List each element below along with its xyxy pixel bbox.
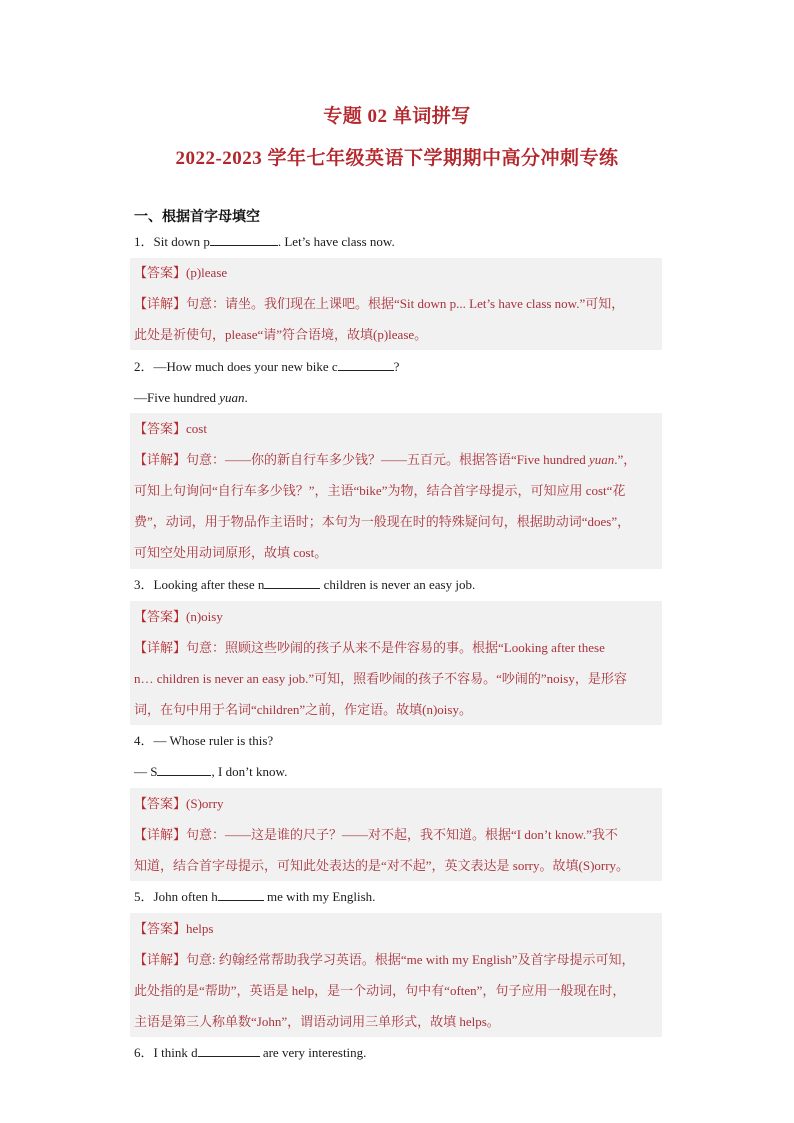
question-3: 3．Looking after these n children is never an easy job. [134, 577, 476, 592]
answer-text: cost [186, 421, 207, 436]
answer-blank [264, 576, 320, 589]
section-heading: 一、根据首字母填空 [134, 210, 260, 225]
question-1: 1．Sit down p . Let’s have class now. [134, 234, 395, 249]
question-2: 2．—How much does your new bike c ? [134, 359, 400, 374]
answer-blank [338, 358, 394, 371]
answer-blank [198, 1044, 260, 1057]
answer-block-1: 【答案】(p)lease 【详解】句意：请坐。我们现在上课吧。根据“Sit down p... Let’s have class now.”可知， 此处是祈使句，please“请”符合语境，故填(p)lease。 [130, 258, 662, 350]
answer-text: (n)oisy [186, 609, 223, 624]
document-subtitle: 2022-2023 学年七年级英语下学期期中高分冲刺专练 [175, 148, 619, 169]
answer-block-2: 【答案】cost 【详解】句意：——你的新自行车多少钱？——五百元。根据答语“Five hundred yuan.”， 可知上句询问“自行车多少钱？”，主语“bike”为物，结合首字母提示，可知应用 cost“花 费”，动词，用于物品作主语时；本句为一般现在时的特殊疑问句，根据助动词“does”， 可知空处用动词原形，故填 cost。 [130, 413, 662, 569]
answer-text: (p)lease [186, 265, 228, 280]
answer-blank [157, 763, 211, 776]
answer-text: helps [186, 921, 214, 936]
question-4-reply: — S , I don’t know. [134, 764, 288, 779]
question-4: 4．— Whose ruler is this? [134, 733, 274, 748]
answer-block-3: 【答案】(n)oisy 【详解】句意：照顾这些吵闹的孩子从来不是件容易的事。根据“Looking after these n… children is never an easy job.”可知，照看吵闹的孩子不容易。“吵闹的”noisy，是形容 词，在句中用于名词“children”之前，作定语。故填(n)oisy。 [130, 601, 662, 725]
question-5: 5．John often h me with my English. [134, 889, 376, 904]
explanation-text: 句意：请坐。我们现在上课吧。根据“Sit down p... Let’s have class now.”可知， [186, 296, 625, 311]
answer-blank [210, 233, 278, 246]
answer-block-5: 【答案】helps 【详解】句意: 约翰经常帮助我学习英语。根据“me with my English”及首字母提示可知， 此处指的是“帮助”，英语是 help，是一个动词，句中有“often”，句子应用一般现在时， 主语是第三人称单数“John”，谓语动词用三单形式，故填 helps。 [130, 913, 662, 1037]
answer-blank [218, 888, 264, 901]
answer-block-4: 【答案】(S)orry 【详解】句意：——这是谁的尺子？——对不起，我不知道。根据“I don’t know.”我不 知道，结合首字母提示，可知此处表达的是“对不起”，英文表达是 sorry。故填(S)orry。 [130, 788, 662, 881]
question-6: 6．I think d are very interesting. [134, 1045, 367, 1060]
document-title: 专题 02 单词拼写 [323, 106, 471, 127]
answer-text: (S)orry [186, 796, 224, 811]
question-2-reply: —Five hundred yuan. [134, 390, 248, 405]
